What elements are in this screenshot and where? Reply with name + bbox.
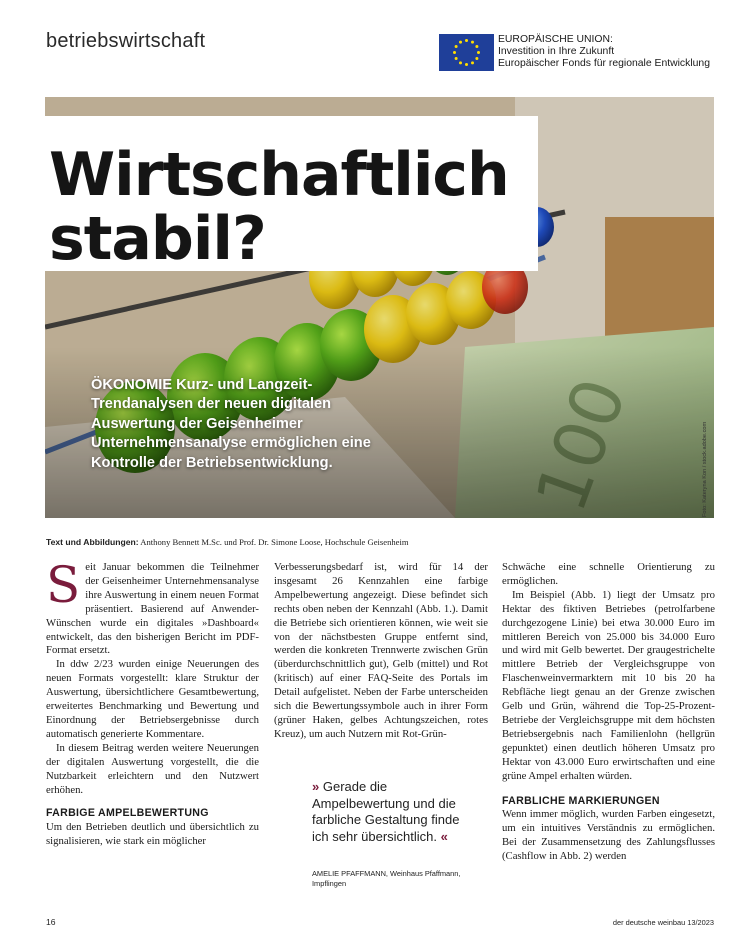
paragraph-2: In ddw 2/23 wurden einige Neuerungen des neuen Formats vorgestellt: klare Struktur der Auswertung, übersichtlichere Gesamtbewertung, erweitertes Benchmarking und Bewertung und Einordnung der Betriebsergebnisse durch automatisch generierte Kommentare. (46, 658, 259, 740)
photo-credit-text: Foto: Kateryna Kon / stock.adobe.com (702, 421, 708, 517)
eu-flag-icon (439, 34, 494, 71)
eu-subtitle: Investition in Ihre Zukunft (498, 46, 615, 58)
lead-text (91, 376, 391, 473)
hero-image (45, 97, 714, 518)
eu-funding-notice (439, 34, 710, 71)
byline-authors: Anthony Bennett M.Sc. und Prof. Dr. Simone Loose, Hochschule Geisenheim (138, 537, 409, 547)
byline (46, 537, 409, 547)
paragraph-col3-3: Wenn immer möglich, wurden Farben eingesetzt, um ein intuitives Verständnis zu ermöglichen. Bei der Zusammensetzung des Zahlungsflusses (Cashflow in Abb. 2) werden (502, 808, 715, 863)
paragraph-4: Um den Betrieben deutlich und übersichtlich zu signalisieren, wie stark ein möglicher (46, 821, 259, 848)
eu-star (453, 51, 456, 54)
eu-star (471, 61, 474, 64)
paragraph-intro (46, 556, 259, 658)
eu-star (459, 61, 462, 64)
photo-credit (702, 397, 712, 517)
eu-star (455, 45, 458, 48)
eu-star (455, 57, 458, 60)
dropcap: S (46, 556, 81, 614)
eu-star (477, 51, 480, 54)
quote-open-mark: » (312, 779, 320, 794)
page-number: 16 (46, 917, 56, 927)
eu-star (475, 57, 478, 60)
quote-author-affiliation: , Weinhaus Pfaffmann, Impflingen (312, 869, 461, 889)
quote-close-mark: « (437, 828, 448, 844)
paragraph-col3-2: Im Beispiel (Abb. 1) liegt der Umsatz pro Hektar des fiktiven Betriebes (petrolfarbene durchgezogene Linie) bei etwa 30.000 Euro im mittleren Bereich von 25.000 bis 34.000 Euro und wird mit Gelb bewertet. Der graugestrichelte mittlere Betrieb der Vergleichsgruppe von Flaschenweinvermarktern mit 10 bis 20 ha Rebfläche liegt genau an der Grenze zwischen Gelb und Grün, während die Top-25-Prozent-Betriebe der Vergleichsgruppe mit dem höchsten Betriebsergebnis nach Familienlohn (hellgrün gepunktet) einen deutlich höheren Umsatz pro Hektar von 43.000 Euro erwirtschaften und eine grüne Ampel erhalten würden. (502, 588, 715, 782)
paragraph-col2: Verbesserungsbedarf ist, wird für 14 der insgesamt 26 Kennzahlen eine farbige Ampelbewertung angezeigt. Diese befindet sich rechts oben neben der Kennzahl (Abb. 1.). Damit die Betriebe sich orientieren können, wie weit sie von der nächstbesten Gruppe entfernt sind, werden die konkreten Trennwerte zwischen Grün (überdurchschnittlich gut), Gelb (mittel) und Rot (kritisch) auf einer FAQ-Seite des Portals im Detail aufgelistet. Neben der Farbe unterscheiden sich die Bewertungssymbole auch in ihrer Form (grüner Haken, gelbes Achtungszeichen, rotes Kreuz), um auch Nutzern mit Rot-Grün- (274, 561, 488, 740)
paragraph-3: In diesem Beitrag werden weitere Neuerungen der digitalen Auswertung vorgestellt, die die Nutzbarkeit erleichtern und den Nutzwert erhöhen. (46, 741, 259, 796)
quote-text: Gerade die Ampelbewertung und die farbliche Gestaltung finde ich sehr übersichtlich. (312, 779, 460, 844)
intro-text: eit Januar bekommen die Teilnehmer der Geisenheimer Unternehmensanalyse ihre Auswertung in einem neuen Format präsentiert. Basierend auf Anwender-Wünschen wurde ein digitales »Dashboard« entwickelt, das den bisherigen Bericht im PDF-Format ersetzt. (46, 561, 259, 657)
pull-quote (312, 779, 462, 845)
title-box (45, 116, 538, 274)
eu-fund-name: Europäischer Fonds für regionale Entwicklung (498, 58, 710, 70)
title-line-1: Wirtschaftlich (49, 140, 509, 210)
eu-star (465, 39, 468, 42)
article-column-2 (274, 561, 488, 742)
article-column-3 (502, 561, 715, 864)
title-line-2: stabil? (49, 204, 266, 274)
subheading-ampelbewertung: FARBIGE AMPELBEWERTUNG (46, 807, 209, 820)
quote-attribution (312, 869, 472, 890)
eu-star (459, 41, 462, 44)
eu-title: EUROPÄISCHE UNION: (498, 34, 613, 45)
eu-star (465, 63, 468, 66)
article-column-1 (46, 556, 259, 849)
article-title (49, 140, 509, 274)
lead-keyword: ÖKONOMIE (91, 377, 173, 393)
byline-label: Text und Abbildungen: (46, 537, 139, 547)
subheading-markierungen: FARBLICHE MARKIERUNGEN (502, 794, 660, 807)
paragraph-col3-1: Schwäche eine schnelle Orientierung zu ermöglichen. (502, 561, 715, 587)
eu-star (475, 45, 478, 48)
lead-body: Kurz- und Langzeit-Trendanalysen der neuen digitalen Auswertung der Geisenheimer Unternehmensanalyse ermöglichen eine Kontrolle der Betriebsentwicklung. (91, 377, 371, 471)
quote-author: AMELIE PFAFFMANN (312, 869, 386, 878)
publication-info: der deutsche weinbau 13/2023 (612, 918, 714, 927)
section-label: betriebswirtschaft (46, 30, 206, 52)
eu-star (471, 41, 474, 44)
